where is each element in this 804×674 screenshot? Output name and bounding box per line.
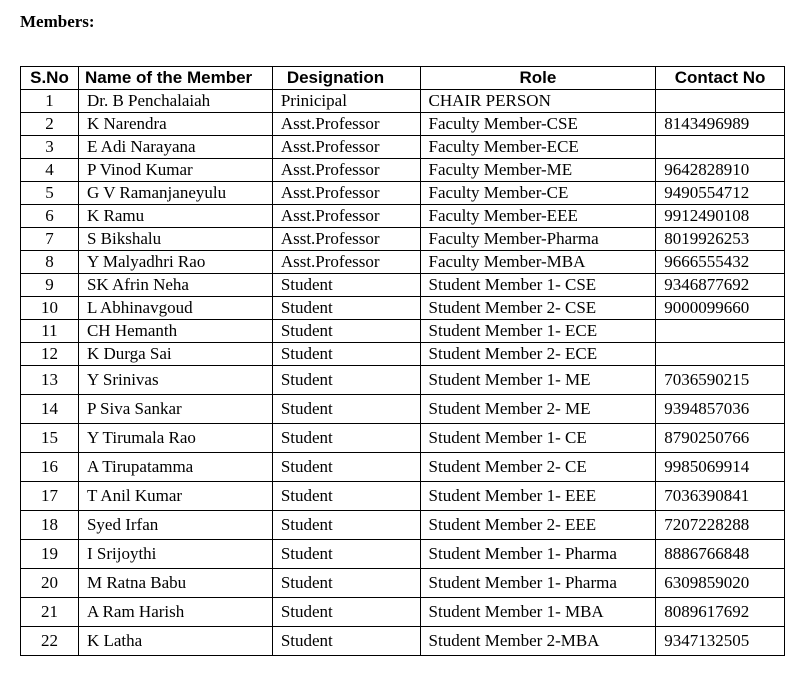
cell-contact-no: 9912490108: [656, 205, 785, 228]
cell-role: Faculty Member-ECE: [420, 136, 656, 159]
cell-contact-no: 9346877692: [656, 274, 785, 297]
cell-role: Student Member 2-MBA: [420, 627, 656, 656]
cell-member-name: T Anil Kumar: [78, 482, 272, 511]
cell-role: Student Member 1- Pharma: [420, 569, 656, 598]
cell-role: Student Member 2- CSE: [420, 297, 656, 320]
cell-sno: 9: [21, 274, 79, 297]
table-row: [21, 511, 785, 540]
cell-contact-no: [656, 343, 785, 366]
cell-role: Student Member 1- CSE: [420, 274, 656, 297]
cell-role: CHAIR PERSON: [420, 90, 656, 113]
cell-contact-no: 9000099660: [656, 297, 785, 320]
cell-designation: Student: [272, 320, 420, 343]
cell-designation: Prinicipal: [272, 90, 420, 113]
cell-sno: 22: [21, 627, 79, 656]
cell-role: Faculty Member-CSE: [420, 113, 656, 136]
cell-designation: Student: [272, 424, 420, 453]
cell-role: Student Member 2- EEE: [420, 511, 656, 540]
cell-member-name: Y Srinivas: [78, 366, 272, 395]
table-row: [21, 136, 785, 159]
cell-sno: 13: [21, 366, 79, 395]
cell-designation: Asst.Professor: [272, 159, 420, 182]
table-row: [21, 320, 785, 343]
cell-sno: 16: [21, 453, 79, 482]
cell-role: Student Member 2- ECE: [420, 343, 656, 366]
cell-contact-no: 8019926253: [656, 228, 785, 251]
cell-member-name: I Srijoythi: [78, 540, 272, 569]
cell-sno: 15: [21, 424, 79, 453]
cell-designation: Student: [272, 569, 420, 598]
cell-role: Student Member 1- MBA: [420, 598, 656, 627]
cell-member-name: Dr. B Penchalaiah: [78, 90, 272, 113]
table-row: [21, 627, 785, 656]
cell-role: Student Member 2- CE: [420, 453, 656, 482]
cell-sno: 1: [21, 90, 79, 113]
cell-designation: Student: [272, 395, 420, 424]
cell-member-name: P Vinod Kumar: [78, 159, 272, 182]
table-row: [21, 366, 785, 395]
cell-sno: 3: [21, 136, 79, 159]
cell-designation: Asst.Professor: [272, 205, 420, 228]
cell-role: Faculty Member-EEE: [420, 205, 656, 228]
table-row: [21, 90, 785, 113]
cell-sno: 14: [21, 395, 79, 424]
cell-role: Student Member 1- Pharma: [420, 540, 656, 569]
cell-role: Student Member 1- ME: [420, 366, 656, 395]
cell-contact-no: 8143496989: [656, 113, 785, 136]
cell-member-name: Y Malyadhri Rao: [78, 251, 272, 274]
cell-member-name: A Tirupatamma: [78, 453, 272, 482]
cell-designation: Student: [272, 297, 420, 320]
cell-contact-no: 9666555432: [656, 251, 785, 274]
cell-member-name: K Ramu: [78, 205, 272, 228]
cell-member-name: K Latha: [78, 627, 272, 656]
table-row: [21, 598, 785, 627]
table-row: [21, 297, 785, 320]
table-row: [21, 274, 785, 297]
cell-designation: Student: [272, 627, 420, 656]
table-row: [21, 482, 785, 511]
cell-role: Faculty Member-ME: [420, 159, 656, 182]
cell-contact-no: 7036390841: [656, 482, 785, 511]
table-row: [21, 424, 785, 453]
column-header-designation: Designation: [272, 67, 420, 90]
cell-member-name: P Siva Sankar: [78, 395, 272, 424]
cell-designation: Asst.Professor: [272, 251, 420, 274]
cell-contact-no: 8790250766: [656, 424, 785, 453]
cell-contact-no: 9985069914: [656, 453, 785, 482]
cell-role: Student Member 1- EEE: [420, 482, 656, 511]
table-header-row: [21, 67, 785, 90]
cell-member-name: K Durga Sai: [78, 343, 272, 366]
cell-role: Student Member 1- ECE: [420, 320, 656, 343]
cell-designation: Student: [272, 540, 420, 569]
table-row: [21, 343, 785, 366]
cell-member-name: Y Tirumala Rao: [78, 424, 272, 453]
cell-designation: Student: [272, 598, 420, 627]
table-row: [21, 113, 785, 136]
cell-designation: Student: [272, 482, 420, 511]
cell-designation: Asst.Professor: [272, 182, 420, 205]
cell-contact-no: 8886766848: [656, 540, 785, 569]
section-heading: Members:: [20, 12, 95, 31]
cell-sno: 7: [21, 228, 79, 251]
cell-designation: Asst.Professor: [272, 136, 420, 159]
cell-contact-no: 7207228288: [656, 511, 785, 540]
cell-member-name: K Narendra: [78, 113, 272, 136]
table-row: [21, 251, 785, 274]
cell-sno: 4: [21, 159, 79, 182]
cell-member-name: E Adi Narayana: [78, 136, 272, 159]
cell-sno: 11: [21, 320, 79, 343]
cell-role: Student Member 1- CE: [420, 424, 656, 453]
cell-contact-no: [656, 320, 785, 343]
cell-designation: Student: [272, 453, 420, 482]
cell-sno: 21: [21, 598, 79, 627]
column-header-name: Name of the Member: [78, 67, 272, 90]
cell-sno: 2: [21, 113, 79, 136]
cell-designation: Student: [272, 274, 420, 297]
cell-role: Faculty Member-CE: [420, 182, 656, 205]
cell-designation: Student: [272, 511, 420, 540]
cell-contact-no: 8089617692: [656, 598, 785, 627]
cell-designation: Asst.Professor: [272, 113, 420, 136]
table-row: [21, 228, 785, 251]
cell-sno: 20: [21, 569, 79, 598]
cell-contact-no: 9490554712: [656, 182, 785, 205]
table-row: [21, 182, 785, 205]
table-row: [21, 540, 785, 569]
cell-contact-no: 9347132505: [656, 627, 785, 656]
cell-contact-no: [656, 90, 785, 113]
members-table: [20, 66, 785, 656]
cell-contact-no: [656, 136, 785, 159]
cell-contact-no: 9394857036: [656, 395, 785, 424]
table-row: [21, 395, 785, 424]
cell-contact-no: 6309859020: [656, 569, 785, 598]
cell-member-name: SK Afrin Neha: [78, 274, 272, 297]
cell-member-name: A Ram Harish: [78, 598, 272, 627]
cell-contact-no: 7036590215: [656, 366, 785, 395]
cell-member-name: Syed Irfan: [78, 511, 272, 540]
cell-member-name: CH Hemanth: [78, 320, 272, 343]
cell-role: Faculty Member-Pharma: [420, 228, 656, 251]
column-header-sno: S.No: [21, 67, 79, 90]
column-header-contact: Contact No: [656, 67, 785, 90]
cell-contact-no: 9642828910: [656, 159, 785, 182]
table-row: [21, 159, 785, 182]
cell-sno: 19: [21, 540, 79, 569]
members-table-body: [21, 90, 785, 656]
cell-sno: 12: [21, 343, 79, 366]
cell-member-name: S Bikshalu: [78, 228, 272, 251]
cell-designation: Student: [272, 343, 420, 366]
table-row: [21, 453, 785, 482]
cell-sno: 10: [21, 297, 79, 320]
cell-role: Student Member 2- ME: [420, 395, 656, 424]
cell-member-name: L Abhinavgoud: [78, 297, 272, 320]
cell-sno: 18: [21, 511, 79, 540]
cell-member-name: G V Ramanjaneyulu: [78, 182, 272, 205]
cell-designation: Student: [272, 366, 420, 395]
table-row: [21, 569, 785, 598]
cell-sno: 5: [21, 182, 79, 205]
cell-designation: Asst.Professor: [272, 228, 420, 251]
cell-sno: 17: [21, 482, 79, 511]
cell-sno: 6: [21, 205, 79, 228]
column-header-role: Role: [420, 67, 656, 90]
cell-role: Faculty Member-MBA: [420, 251, 656, 274]
cell-sno: 8: [21, 251, 79, 274]
table-row: [21, 205, 785, 228]
cell-member-name: M Ratna Babu: [78, 569, 272, 598]
